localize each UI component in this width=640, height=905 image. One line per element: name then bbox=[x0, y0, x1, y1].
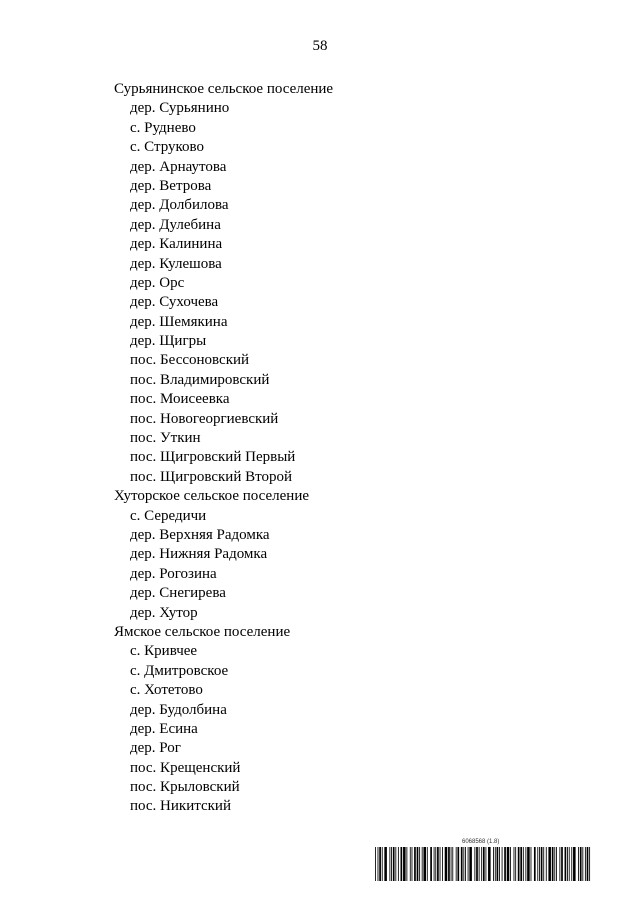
settlement-item: дер. Калинина bbox=[130, 236, 223, 253]
settlement-item: с. Хотетово bbox=[130, 682, 203, 699]
settlement-item: дер. Верхняя Радомка bbox=[130, 526, 270, 543]
page-number: 58 bbox=[312, 38, 328, 54]
settlement-item: пос. Новогеоргиевский bbox=[130, 410, 279, 427]
section-title: Хуторское сельское поселение bbox=[114, 488, 309, 505]
settlement-item: дер. Сурьянино bbox=[130, 100, 230, 117]
settlement-item: пос. Бессоновский bbox=[130, 352, 250, 369]
settlement-item: с. Кривчее bbox=[130, 643, 198, 660]
section bbox=[114, 623, 594, 817]
document-barcode bbox=[374, 838, 592, 881]
settlement-item: дер. Ветрова bbox=[130, 177, 212, 194]
settlement-item: дер. Долбилова bbox=[130, 197, 229, 214]
section-title: Сурьянинское сельское поселение bbox=[114, 81, 334, 97]
settlement-item: пос. Крыловский bbox=[130, 779, 240, 796]
settlement-item: дер. Хутор bbox=[130, 604, 198, 621]
settlement-item: пос. Щигровский Второй bbox=[130, 468, 293, 485]
settlement-item: пос. Владимировский bbox=[130, 371, 270, 388]
section bbox=[114, 487, 594, 623]
settlement-item: дер. Сухочева bbox=[130, 294, 219, 311]
settlement-list bbox=[114, 80, 594, 817]
settlement-item: дер. Щигры bbox=[130, 333, 207, 350]
settlement-item: дер. Будолбина bbox=[130, 701, 227, 718]
section-title: Ямское сельское поселение bbox=[114, 623, 291, 640]
settlement-item: дер. Дулебина bbox=[130, 216, 221, 233]
settlement-item: с. Дмитровское bbox=[130, 662, 229, 679]
settlement-item: дер. Арнаутова bbox=[130, 158, 227, 175]
settlement-item: пос. Никитский bbox=[130, 798, 231, 815]
settlement-item: дер. Рогозина bbox=[130, 565, 217, 582]
settlement-item: дер. Есина bbox=[130, 720, 198, 737]
settlement-item: с. Струково bbox=[130, 139, 205, 156]
settlement-item: дер. Орс bbox=[130, 274, 185, 291]
settlement-item: пос. Уткин bbox=[130, 430, 201, 447]
settlement-item: пос. Моисеевка bbox=[130, 391, 230, 408]
settlement-item: дер. Рог bbox=[130, 740, 181, 757]
settlement-item: дер. Шемякина bbox=[130, 313, 228, 330]
settlement-item: пос. Крещенский bbox=[130, 759, 241, 776]
settlement-item: дер. Кулешова bbox=[130, 255, 222, 272]
barcode-icon bbox=[374, 847, 592, 881]
settlement-item: пос. Щигровский Первый bbox=[130, 449, 296, 466]
settlement-item: дер. Снегирева bbox=[130, 585, 226, 602]
settlement-item: с. Середичи bbox=[130, 507, 207, 524]
settlement-item: с. Руднево bbox=[130, 119, 196, 136]
settlement-item: дер. Нижняя Радомка bbox=[130, 546, 268, 563]
section bbox=[114, 80, 594, 487]
barcode-caption: 6068568 (1.8) bbox=[462, 839, 500, 845]
